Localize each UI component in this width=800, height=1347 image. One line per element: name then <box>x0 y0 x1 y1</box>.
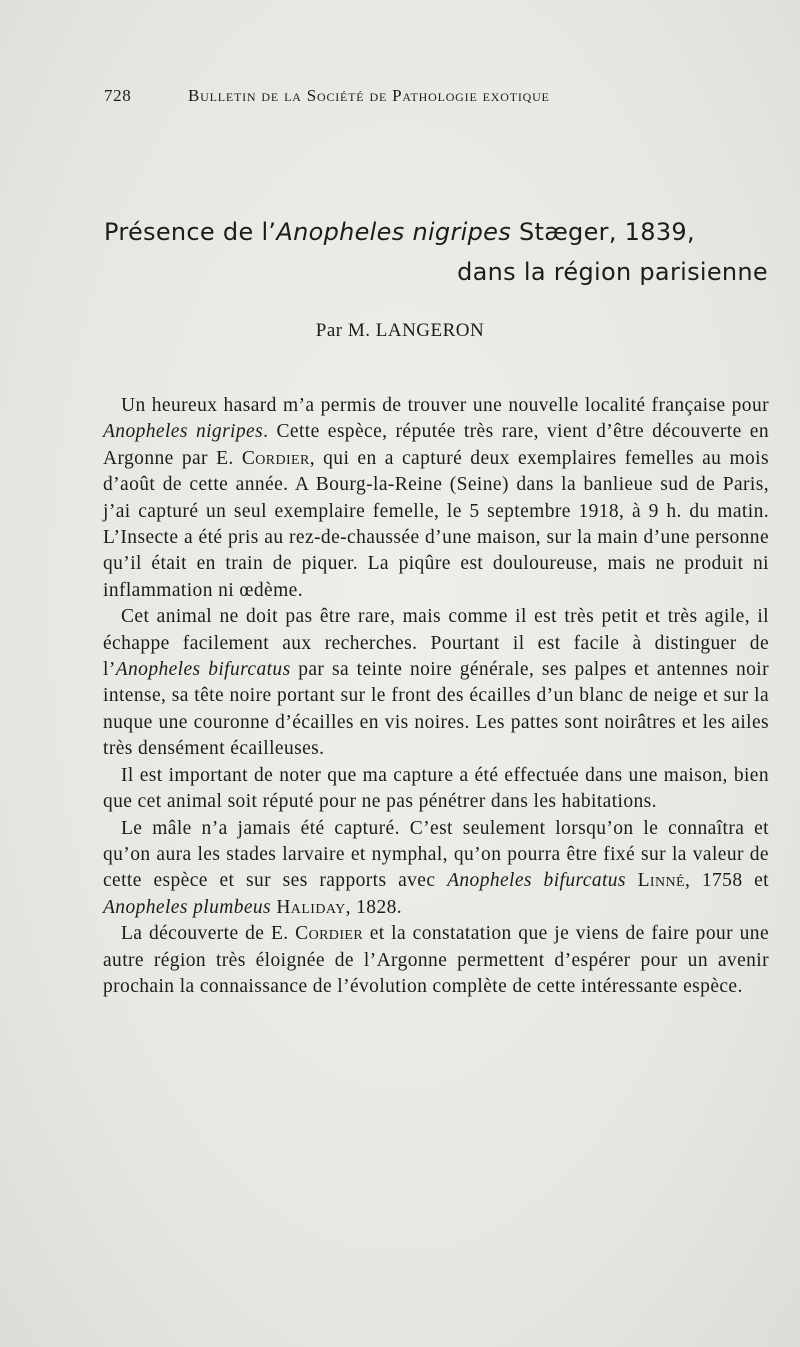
paragraph-3: Il est important de noter que ma capture a été effectuée dans une maison, bien que cet animal soit réputé pour ne pas pénétrer dans les habitations. <box>103 764 769 813</box>
p4-author-2: Haliday <box>276 896 346 918</box>
author-byline: Par M. LANGERON <box>315 320 485 341</box>
title-suffix: Stæger, 1839, <box>511 218 695 246</box>
p4-species-2: Anopheles plumbeus <box>103 896 272 918</box>
article-body <box>103 393 769 1000</box>
paragraph-2 <box>103 604 769 762</box>
p1-author: Cordier <box>241 447 310 469</box>
title-species: Anopheles nigripes <box>276 218 512 246</box>
p5-author: Cordier <box>295 923 364 945</box>
p4-author-1: Linné <box>637 870 685 892</box>
p1-text-a: Un heureux hasard m’a permis de trouver une nouvelle localité française pour <box>121 395 769 416</box>
p2-species: Anopheles bifurcatus <box>115 659 291 681</box>
title-line-1 <box>104 212 772 252</box>
p4-species-1: Anopheles bifurcatus <box>447 870 626 892</box>
article-title <box>104 212 772 292</box>
p5-text-a: La découverte de E. <box>121 923 296 945</box>
journal-title: Bulletin de la Société de Pathologie exotique <box>188 86 550 105</box>
page-number: 728 <box>104 86 132 105</box>
p1-text-b: . Cette espèce, réputée très rare, vient d’être découverte en Argonne par E. <box>103 421 769 469</box>
paragraph-4 <box>103 816 769 922</box>
p4-text-c: , 1828. <box>345 896 403 918</box>
p2-text-a: Cet animal ne doit pas être rare, mais comme il est très petit et très agile, il échappe facilement aux recherches. Pourtant il est facile à distinguer de l’ <box>103 606 769 681</box>
title-line-2: dans la région parisienne <box>457 258 768 286</box>
p1-text-c: , qui en a capturé deux exemplaires femelles au mois d’août de cette année. A Bourg-la-Reine (Seine) dans la banlieue sud de Paris, j’ai capturé un seul exemplaire femelle, le 5 septembre 1918, à 9 h. du matin. L’Insecte a été pris au rez-de-chaussée d’une maison, sur la main d’une personne qu’il était en train de piquer. La piqûre est douloureuse, mais ne produit ni inflammation ni œdème. <box>103 447 769 601</box>
p5-text-b: et la constatation que je viens de faire pour une autre région très éloignée de l’Argonne permettent d’espérer pour un avenir prochain la connaissance de l’évolution complète de cette intéressante espèce. <box>103 923 769 997</box>
paragraph-1 <box>103 393 769 604</box>
p1-species: Anopheles nigripes <box>103 421 264 443</box>
paragraph-5 <box>103 921 769 1000</box>
title-prefix: Présence de l’ <box>104 218 277 246</box>
p4-text-b: , 1758 et <box>684 870 769 892</box>
p2-text-b: par sa teinte noire générale, ses palpes et antennes noir intense, sa tête noire portant sur le front des écailles d’un blanc de neige et sur la nuque une couronne d’écailles en vis noires. Les pattes sont noirâtres et les ailes très densément écailleuses. <box>103 659 770 760</box>
running-head <box>104 86 664 110</box>
p4-text-a: Le mâle n’a jamais été capturé. C’est seulement lorsqu’on le connaîtra et qu’on aura les stades larvaire et nymphal, qu’on pourra être fixé sur la valeur de cette espèce et sur ses rapports avec <box>103 817 769 892</box>
